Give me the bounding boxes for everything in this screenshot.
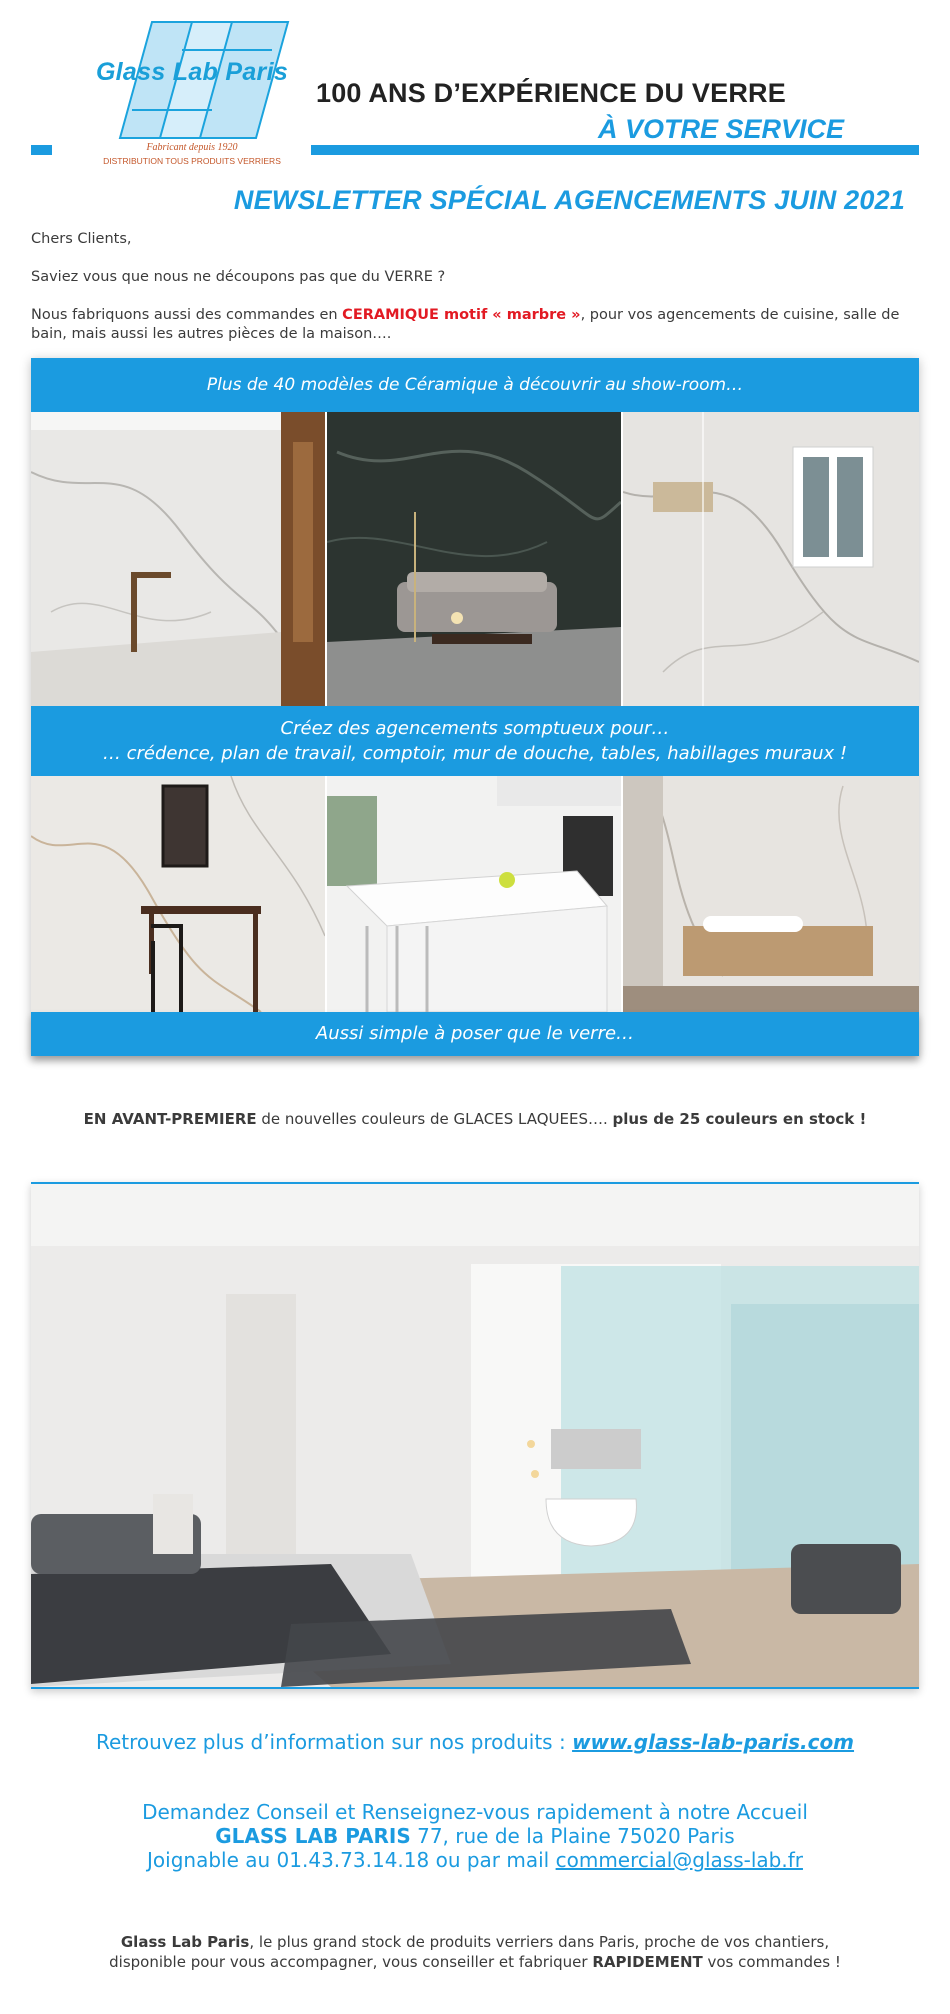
footer-text3: vos commandes ! <box>702 1953 841 1971</box>
footer-text2: disponible pour vous accompagner, vous conseiller et fabriquer <box>109 1953 593 1971</box>
intro-text-before: Nous fabriquons aussi des commandes en <box>31 307 343 323</box>
tagline-line2: À VOTRE SERVICE <box>598 114 845 144</box>
intro-paragraph <box>31 306 921 344</box>
photo-lacquered-glass-bedroom[interactable] <box>31 1182 919 1689</box>
photo-marble-bathtub[interactable] <box>623 776 919 1012</box>
ceramic-band-uses <box>31 706 919 776</box>
company-name: GLASS LAB PARIS <box>215 1824 411 1848</box>
contact-block <box>0 1800 950 1872</box>
more-info-line <box>0 1730 950 1754</box>
logo-distribution: DISTRIBUTION TOUS PRODUITS VERRIERS <box>103 156 281 166</box>
logo-name: Glass Lab Paris <box>95 58 289 86</box>
more-info-text: Retrouvez plus d’information sur nos produits : <box>95 1730 573 1754</box>
footer-rapidement: RAPIDEMENT <box>592 1953 703 1971</box>
greeting: Chers Clients, <box>31 231 132 247</box>
stock-count: plus de 25 couleurs en stock ! <box>612 1110 867 1128</box>
footer-text <box>0 1932 950 1972</box>
newsletter-title: NEWSLETTER SPÉCIAL AGENCEMENTS JUIN 2021 <box>233 185 905 215</box>
phone-text: Joignable au 01.43.73.14.18 ou par mail <box>147 1848 556 1872</box>
email-link[interactable]: commercial@glass-lab.fr <box>555 1848 803 1872</box>
photo-marble-shower[interactable] <box>623 412 919 706</box>
header-divider-left <box>31 145 52 155</box>
contact-phone-line <box>0 1848 950 1872</box>
footer-text1: , le plus grand stock de produits verriers dans Paris, proche de vos chantiers, <box>249 1933 830 1951</box>
header-divider-right <box>311 145 919 155</box>
photo-marble-kitchen[interactable] <box>31 412 325 706</box>
photo-marble-kitchen-island[interactable] <box>327 776 621 1012</box>
logo[interactable] <box>92 20 292 168</box>
uses-line2: … crédence, plan de travail, comptoir, mur de douche, tables, habillages muraux ! <box>102 743 848 764</box>
website-link[interactable]: www.glass-lab-paris.com <box>572 1730 855 1754</box>
contact-address-line <box>0 1824 950 1848</box>
footer-brand: Glass Lab Paris <box>120 1933 250 1951</box>
intro-question: Saviez vous que nous ne découpons pas que du VERRE ? <box>31 269 446 285</box>
logo-established: Fabricant depuis 1920 <box>146 142 238 153</box>
ceramic-band-easy-install: Aussi simple à poser que le verre… <box>31 1012 919 1056</box>
uses-line1: Créez des agencements somptueux pour… <box>280 718 670 739</box>
tagline-line1: 100 ANS D’EXPÉRIENCE DU VERRE <box>316 78 786 108</box>
photo-marble-desk[interactable] <box>31 776 325 1012</box>
photo-dark-marble-lounge[interactable] <box>327 412 621 706</box>
contact-line1: Demandez Conseil et Renseignez-vous rapidement à notre Accueil <box>142 1800 808 1824</box>
company-address: 77, rue de la Plaine 75020 Paris <box>410 1824 735 1848</box>
ceramic-highlight: CERAMIQUE motif « marbre » <box>342 307 581 323</box>
avant-premiere-label: EN AVANT-PREMIERE <box>83 1110 257 1128</box>
intro-text-after: , pour vos agencements de cuisine, salle de bain, mais aussi les autres pièces de la maison…. <box>31 307 900 342</box>
avant-premiere-text <box>0 1110 950 1128</box>
footer-line1 <box>0 1932 950 1952</box>
ceramic-band-showroom: Plus de 40 modèles de Céramique à découvrir au show-room… <box>31 358 919 412</box>
avant-premiere-middle: de nouvelles couleurs de GLACES LAQUEES…. <box>256 1110 613 1128</box>
footer-line2 <box>0 1952 950 1972</box>
